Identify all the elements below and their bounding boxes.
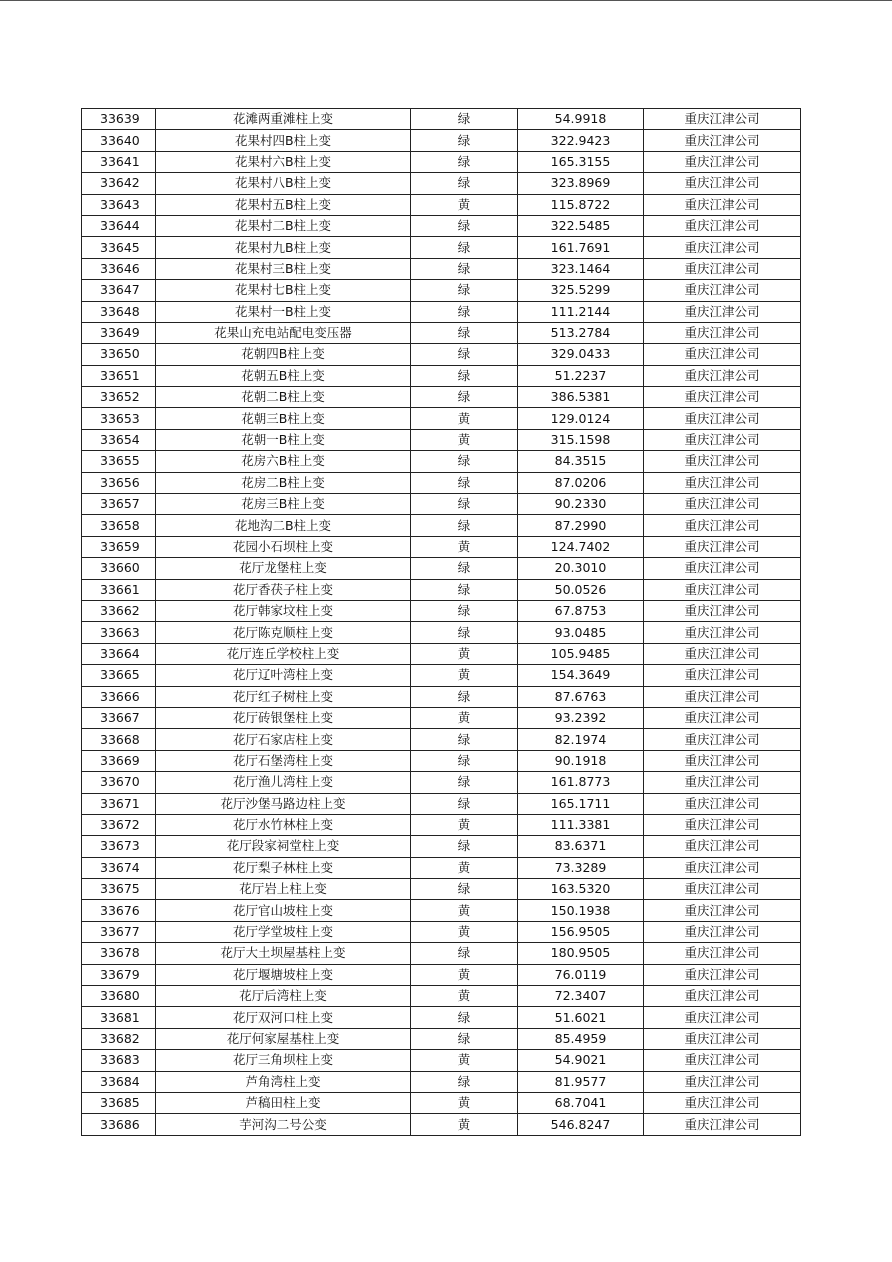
capacity-value: 111.2144 [518, 301, 644, 322]
status-level: 黄 [411, 429, 518, 450]
capacity-value: 323.8969 [518, 173, 644, 194]
table-row [82, 301, 801, 322]
capacity-value: 81.9577 [518, 1071, 644, 1092]
status-level: 绿 [411, 451, 518, 472]
status-level: 绿 [411, 579, 518, 600]
table-row [82, 1028, 801, 1049]
capacity-value: 154.3649 [518, 665, 644, 686]
capacity-value: 322.9423 [518, 130, 644, 151]
company-name: 重庆江津公司 [644, 729, 801, 750]
company-name: 重庆江津公司 [644, 344, 801, 365]
company-name: 重庆江津公司 [644, 536, 801, 557]
table-row [82, 1114, 801, 1135]
transformer-table [81, 108, 801, 1136]
row-id: 33672 [82, 814, 156, 835]
table-row [82, 387, 801, 408]
company-name: 重庆江津公司 [644, 558, 801, 579]
status-level: 绿 [411, 237, 518, 258]
table-row [82, 1007, 801, 1028]
company-name: 重庆江津公司 [644, 130, 801, 151]
capacity-value: 163.5320 [518, 879, 644, 900]
table-row [82, 622, 801, 643]
table-row [82, 686, 801, 707]
row-id: 33670 [82, 772, 156, 793]
company-name: 重庆江津公司 [644, 258, 801, 279]
capacity-value: 87.6763 [518, 686, 644, 707]
transformer-name: 花厅红子树柱上变 [156, 686, 411, 707]
capacity-value: 72.3407 [518, 986, 644, 1007]
company-name: 重庆江津公司 [644, 237, 801, 258]
status-level: 黄 [411, 1114, 518, 1135]
table-row [82, 729, 801, 750]
table-row [82, 879, 801, 900]
company-name: 重庆江津公司 [644, 151, 801, 172]
row-id: 33681 [82, 1007, 156, 1028]
company-name: 重庆江津公司 [644, 322, 801, 343]
company-name: 重庆江津公司 [644, 109, 801, 130]
transformer-name: 花果村九B柱上变 [156, 237, 411, 258]
capacity-value: 54.9918 [518, 109, 644, 130]
capacity-value: 76.0119 [518, 964, 644, 985]
capacity-value: 180.9505 [518, 943, 644, 964]
row-id: 33673 [82, 836, 156, 857]
capacity-value: 93.2392 [518, 707, 644, 728]
row-id: 33686 [82, 1114, 156, 1135]
row-id: 33652 [82, 387, 156, 408]
transformer-name: 花果村一B柱上变 [156, 301, 411, 322]
status-level: 绿 [411, 215, 518, 236]
transformer-name: 花朝二B柱上变 [156, 387, 411, 408]
status-level: 绿 [411, 1071, 518, 1092]
table-row [82, 665, 801, 686]
row-id: 33647 [82, 280, 156, 301]
table-row [82, 1071, 801, 1092]
row-id: 33666 [82, 686, 156, 707]
company-name: 重庆江津公司 [644, 1007, 801, 1028]
table-row [82, 1050, 801, 1071]
company-name: 重庆江津公司 [644, 793, 801, 814]
row-id: 33663 [82, 622, 156, 643]
transformer-name: 花厅大土坝屋基柱上变 [156, 943, 411, 964]
capacity-value: 93.0485 [518, 622, 644, 643]
company-name: 重庆江津公司 [644, 622, 801, 643]
capacity-value: 150.1938 [518, 900, 644, 921]
row-id: 33685 [82, 1092, 156, 1113]
transformer-name: 花果村六B柱上变 [156, 151, 411, 172]
status-level: 绿 [411, 879, 518, 900]
status-level: 绿 [411, 280, 518, 301]
capacity-value: 156.9505 [518, 921, 644, 942]
status-level: 绿 [411, 558, 518, 579]
transformer-name: 花厅水竹林柱上变 [156, 814, 411, 835]
status-level: 绿 [411, 836, 518, 857]
row-id: 33656 [82, 472, 156, 493]
capacity-value: 129.0124 [518, 408, 644, 429]
company-name: 重庆江津公司 [644, 429, 801, 450]
company-name: 重庆江津公司 [644, 579, 801, 600]
table-row [82, 515, 801, 536]
row-id: 33675 [82, 879, 156, 900]
status-level: 绿 [411, 387, 518, 408]
status-level: 黄 [411, 665, 518, 686]
table-body [82, 109, 801, 1136]
row-id: 33648 [82, 301, 156, 322]
status-level: 黄 [411, 536, 518, 557]
table-row [82, 900, 801, 921]
table-row [82, 857, 801, 878]
capacity-value: 161.8773 [518, 772, 644, 793]
status-level: 绿 [411, 365, 518, 386]
table-row [82, 151, 801, 172]
capacity-value: 51.6021 [518, 1007, 644, 1028]
capacity-value: 165.1711 [518, 793, 644, 814]
table-row [82, 429, 801, 450]
transformer-name: 花厅香茯子柱上变 [156, 579, 411, 600]
row-id: 33677 [82, 921, 156, 942]
status-level: 绿 [411, 151, 518, 172]
status-level: 绿 [411, 1028, 518, 1049]
transformer-name: 花厅学堂坡柱上变 [156, 921, 411, 942]
transformer-name: 花厅渔儿湾柱上变 [156, 772, 411, 793]
company-name: 重庆江津公司 [644, 836, 801, 857]
transformer-name: 花朝五B柱上变 [156, 365, 411, 386]
company-name: 重庆江津公司 [644, 451, 801, 472]
capacity-value: 386.5381 [518, 387, 644, 408]
capacity-value: 87.2990 [518, 515, 644, 536]
company-name: 重庆江津公司 [644, 707, 801, 728]
table-row [82, 1092, 801, 1113]
capacity-value: 322.5485 [518, 215, 644, 236]
transformer-name: 花厅陈克顺柱上变 [156, 622, 411, 643]
status-level: 绿 [411, 515, 518, 536]
capacity-value: 90.2330 [518, 494, 644, 515]
transformer-name: 花果村二B柱上变 [156, 215, 411, 236]
table-row [82, 194, 801, 215]
table-row [82, 109, 801, 130]
transformer-name: 花房二B柱上变 [156, 472, 411, 493]
transformer-name: 花果村三B柱上变 [156, 258, 411, 279]
capacity-value: 315.1598 [518, 429, 644, 450]
status-level: 黄 [411, 707, 518, 728]
status-level: 黄 [411, 964, 518, 985]
table-row [82, 536, 801, 557]
status-level: 黄 [411, 900, 518, 921]
transformer-name: 芋河沟二号公变 [156, 1114, 411, 1135]
table-row [82, 451, 801, 472]
transformer-name: 花厅官山坡柱上变 [156, 900, 411, 921]
status-level: 绿 [411, 793, 518, 814]
capacity-value: 51.2237 [518, 365, 644, 386]
table-row [82, 558, 801, 579]
transformer-name: 花朝三B柱上变 [156, 408, 411, 429]
capacity-value: 68.7041 [518, 1092, 644, 1113]
company-name: 重庆江津公司 [644, 472, 801, 493]
transformer-name: 花果村五B柱上变 [156, 194, 411, 215]
capacity-value: 329.0433 [518, 344, 644, 365]
transformer-name: 花房三B柱上变 [156, 494, 411, 515]
row-id: 33660 [82, 558, 156, 579]
transformer-name: 花厅段家祠堂柱上变 [156, 836, 411, 857]
table-row [82, 600, 801, 621]
company-name: 重庆江津公司 [644, 665, 801, 686]
row-id: 33649 [82, 322, 156, 343]
status-level: 绿 [411, 344, 518, 365]
company-name: 重庆江津公司 [644, 943, 801, 964]
status-level: 黄 [411, 1050, 518, 1071]
company-name: 重庆江津公司 [644, 408, 801, 429]
row-id: 33679 [82, 964, 156, 985]
company-name: 重庆江津公司 [644, 857, 801, 878]
company-name: 重庆江津公司 [644, 750, 801, 771]
table-row [82, 494, 801, 515]
status-level: 绿 [411, 472, 518, 493]
status-level: 黄 [411, 857, 518, 878]
company-name: 重庆江津公司 [644, 515, 801, 536]
company-name: 重庆江津公司 [644, 879, 801, 900]
transformer-name: 花厅辽叶湾柱上变 [156, 665, 411, 686]
row-id: 33674 [82, 857, 156, 878]
company-name: 重庆江津公司 [644, 365, 801, 386]
row-id: 33684 [82, 1071, 156, 1092]
row-id: 33643 [82, 194, 156, 215]
table-row [82, 772, 801, 793]
transformer-name: 花厅石堡湾柱上变 [156, 750, 411, 771]
company-name: 重庆江津公司 [644, 387, 801, 408]
table-row [82, 215, 801, 236]
row-id: 33658 [82, 515, 156, 536]
row-id: 33655 [82, 451, 156, 472]
row-id: 33650 [82, 344, 156, 365]
row-id: 33661 [82, 579, 156, 600]
transformer-name: 花厅石家店柱上变 [156, 729, 411, 750]
capacity-value: 20.3010 [518, 558, 644, 579]
transformer-name: 花厅双河口柱上变 [156, 1007, 411, 1028]
transformer-name: 花园小石坝柱上变 [156, 536, 411, 557]
company-name: 重庆江津公司 [644, 814, 801, 835]
status-level: 绿 [411, 301, 518, 322]
transformer-name: 花厅何家屋基柱上变 [156, 1028, 411, 1049]
status-level: 绿 [411, 173, 518, 194]
capacity-value: 50.0526 [518, 579, 644, 600]
capacity-value: 67.8753 [518, 600, 644, 621]
table-row [82, 793, 801, 814]
table-row [82, 408, 801, 429]
status-level: 绿 [411, 494, 518, 515]
table-row [82, 750, 801, 771]
row-id: 33644 [82, 215, 156, 236]
capacity-value: 115.8722 [518, 194, 644, 215]
transformer-name: 花果村八B柱上变 [156, 173, 411, 194]
company-name: 重庆江津公司 [644, 900, 801, 921]
table-row [82, 986, 801, 1007]
transformer-name: 花朝四B柱上变 [156, 344, 411, 365]
page-top-border [0, 0, 892, 1]
status-level: 绿 [411, 686, 518, 707]
transformer-name: 花厅连丘学校柱上变 [156, 643, 411, 664]
transformer-name: 花果山充电站配电变压器 [156, 322, 411, 343]
row-id: 33654 [82, 429, 156, 450]
row-id: 33641 [82, 151, 156, 172]
status-level: 绿 [411, 622, 518, 643]
status-level: 黄 [411, 921, 518, 942]
row-id: 33659 [82, 536, 156, 557]
transformer-name: 花厅三角坝柱上变 [156, 1050, 411, 1071]
row-id: 33651 [82, 365, 156, 386]
row-id: 33668 [82, 729, 156, 750]
status-level: 绿 [411, 943, 518, 964]
capacity-value: 513.2784 [518, 322, 644, 343]
table-row [82, 472, 801, 493]
row-id: 33680 [82, 986, 156, 1007]
status-level: 黄 [411, 408, 518, 429]
row-id: 33678 [82, 943, 156, 964]
transformer-name: 花滩两重滩柱上变 [156, 109, 411, 130]
company-name: 重庆江津公司 [644, 1050, 801, 1071]
capacity-value: 323.1464 [518, 258, 644, 279]
status-level: 绿 [411, 1007, 518, 1028]
transformer-name: 花厅砖银堡柱上变 [156, 707, 411, 728]
capacity-value: 87.0206 [518, 472, 644, 493]
status-level: 绿 [411, 750, 518, 771]
status-level: 绿 [411, 600, 518, 621]
capacity-value: 325.5299 [518, 280, 644, 301]
table-row [82, 579, 801, 600]
row-id: 33671 [82, 793, 156, 814]
company-name: 重庆江津公司 [644, 772, 801, 793]
row-id: 33645 [82, 237, 156, 258]
transformer-name: 花厅堰塘坡柱上变 [156, 964, 411, 985]
status-level: 黄 [411, 814, 518, 835]
company-name: 重庆江津公司 [644, 1028, 801, 1049]
status-level: 黄 [411, 1092, 518, 1113]
row-id: 33642 [82, 173, 156, 194]
status-level: 绿 [411, 258, 518, 279]
table-row [82, 943, 801, 964]
transformer-name: 花厅梨子林柱上变 [156, 857, 411, 878]
capacity-value: 73.3289 [518, 857, 644, 878]
transformer-name: 花厅韩家坟柱上变 [156, 600, 411, 621]
transformer-name: 芦稿田柱上变 [156, 1092, 411, 1113]
table-row [82, 643, 801, 664]
status-level: 绿 [411, 322, 518, 343]
company-name: 重庆江津公司 [644, 1114, 801, 1135]
status-level: 绿 [411, 772, 518, 793]
status-level: 绿 [411, 729, 518, 750]
transformer-name: 芦角湾柱上变 [156, 1071, 411, 1092]
table-row [82, 964, 801, 985]
capacity-value: 84.3515 [518, 451, 644, 472]
table-row [82, 130, 801, 151]
transformer-name: 花厅岩上柱上变 [156, 879, 411, 900]
status-level: 黄 [411, 986, 518, 1007]
row-id: 33662 [82, 600, 156, 621]
table-row [82, 921, 801, 942]
company-name: 重庆江津公司 [644, 600, 801, 621]
table-row [82, 322, 801, 343]
row-id: 33639 [82, 109, 156, 130]
company-name: 重庆江津公司 [644, 301, 801, 322]
table-row [82, 814, 801, 835]
row-id: 33640 [82, 130, 156, 151]
table-row [82, 258, 801, 279]
status-level: 黄 [411, 643, 518, 664]
status-level: 绿 [411, 109, 518, 130]
row-id: 33669 [82, 750, 156, 771]
status-level: 绿 [411, 130, 518, 151]
capacity-value: 165.3155 [518, 151, 644, 172]
capacity-value: 90.1918 [518, 750, 644, 771]
capacity-value: 111.3381 [518, 814, 644, 835]
row-id: 33646 [82, 258, 156, 279]
capacity-value: 85.4959 [518, 1028, 644, 1049]
transformer-name: 花房六B柱上变 [156, 451, 411, 472]
row-id: 33676 [82, 900, 156, 921]
company-name: 重庆江津公司 [644, 643, 801, 664]
table-row [82, 836, 801, 857]
row-id: 33683 [82, 1050, 156, 1071]
transformer-name: 花朝一B柱上变 [156, 429, 411, 450]
company-name: 重庆江津公司 [644, 494, 801, 515]
capacity-value: 83.6371 [518, 836, 644, 857]
table-row [82, 344, 801, 365]
row-id: 33665 [82, 665, 156, 686]
row-id: 33664 [82, 643, 156, 664]
status-level: 黄 [411, 194, 518, 215]
capacity-value: 82.1974 [518, 729, 644, 750]
company-name: 重庆江津公司 [644, 1092, 801, 1113]
company-name: 重庆江津公司 [644, 173, 801, 194]
row-id: 33667 [82, 707, 156, 728]
transformer-name: 花地沟二B柱上变 [156, 515, 411, 536]
table-row [82, 707, 801, 728]
transformer-name: 花厅龙堡柱上变 [156, 558, 411, 579]
company-name: 重庆江津公司 [644, 686, 801, 707]
row-id: 33657 [82, 494, 156, 515]
transformer-name: 花厅后湾柱上变 [156, 986, 411, 1007]
transformer-name: 花果村四B柱上变 [156, 130, 411, 151]
company-name: 重庆江津公司 [644, 921, 801, 942]
capacity-value: 105.9485 [518, 643, 644, 664]
table-row [82, 365, 801, 386]
company-name: 重庆江津公司 [644, 1071, 801, 1092]
transformer-name: 花果村七B柱上变 [156, 280, 411, 301]
capacity-value: 54.9021 [518, 1050, 644, 1071]
company-name: 重庆江津公司 [644, 215, 801, 236]
transformer-name: 花厅沙堡马路边柱上变 [156, 793, 411, 814]
capacity-value: 161.7691 [518, 237, 644, 258]
company-name: 重庆江津公司 [644, 986, 801, 1007]
company-name: 重庆江津公司 [644, 280, 801, 301]
table-row [82, 280, 801, 301]
table-row [82, 173, 801, 194]
company-name: 重庆江津公司 [644, 964, 801, 985]
company-name: 重庆江津公司 [644, 194, 801, 215]
row-id: 33653 [82, 408, 156, 429]
capacity-value: 124.7402 [518, 536, 644, 557]
row-id: 33682 [82, 1028, 156, 1049]
table-row [82, 237, 801, 258]
capacity-value: 546.8247 [518, 1114, 644, 1135]
